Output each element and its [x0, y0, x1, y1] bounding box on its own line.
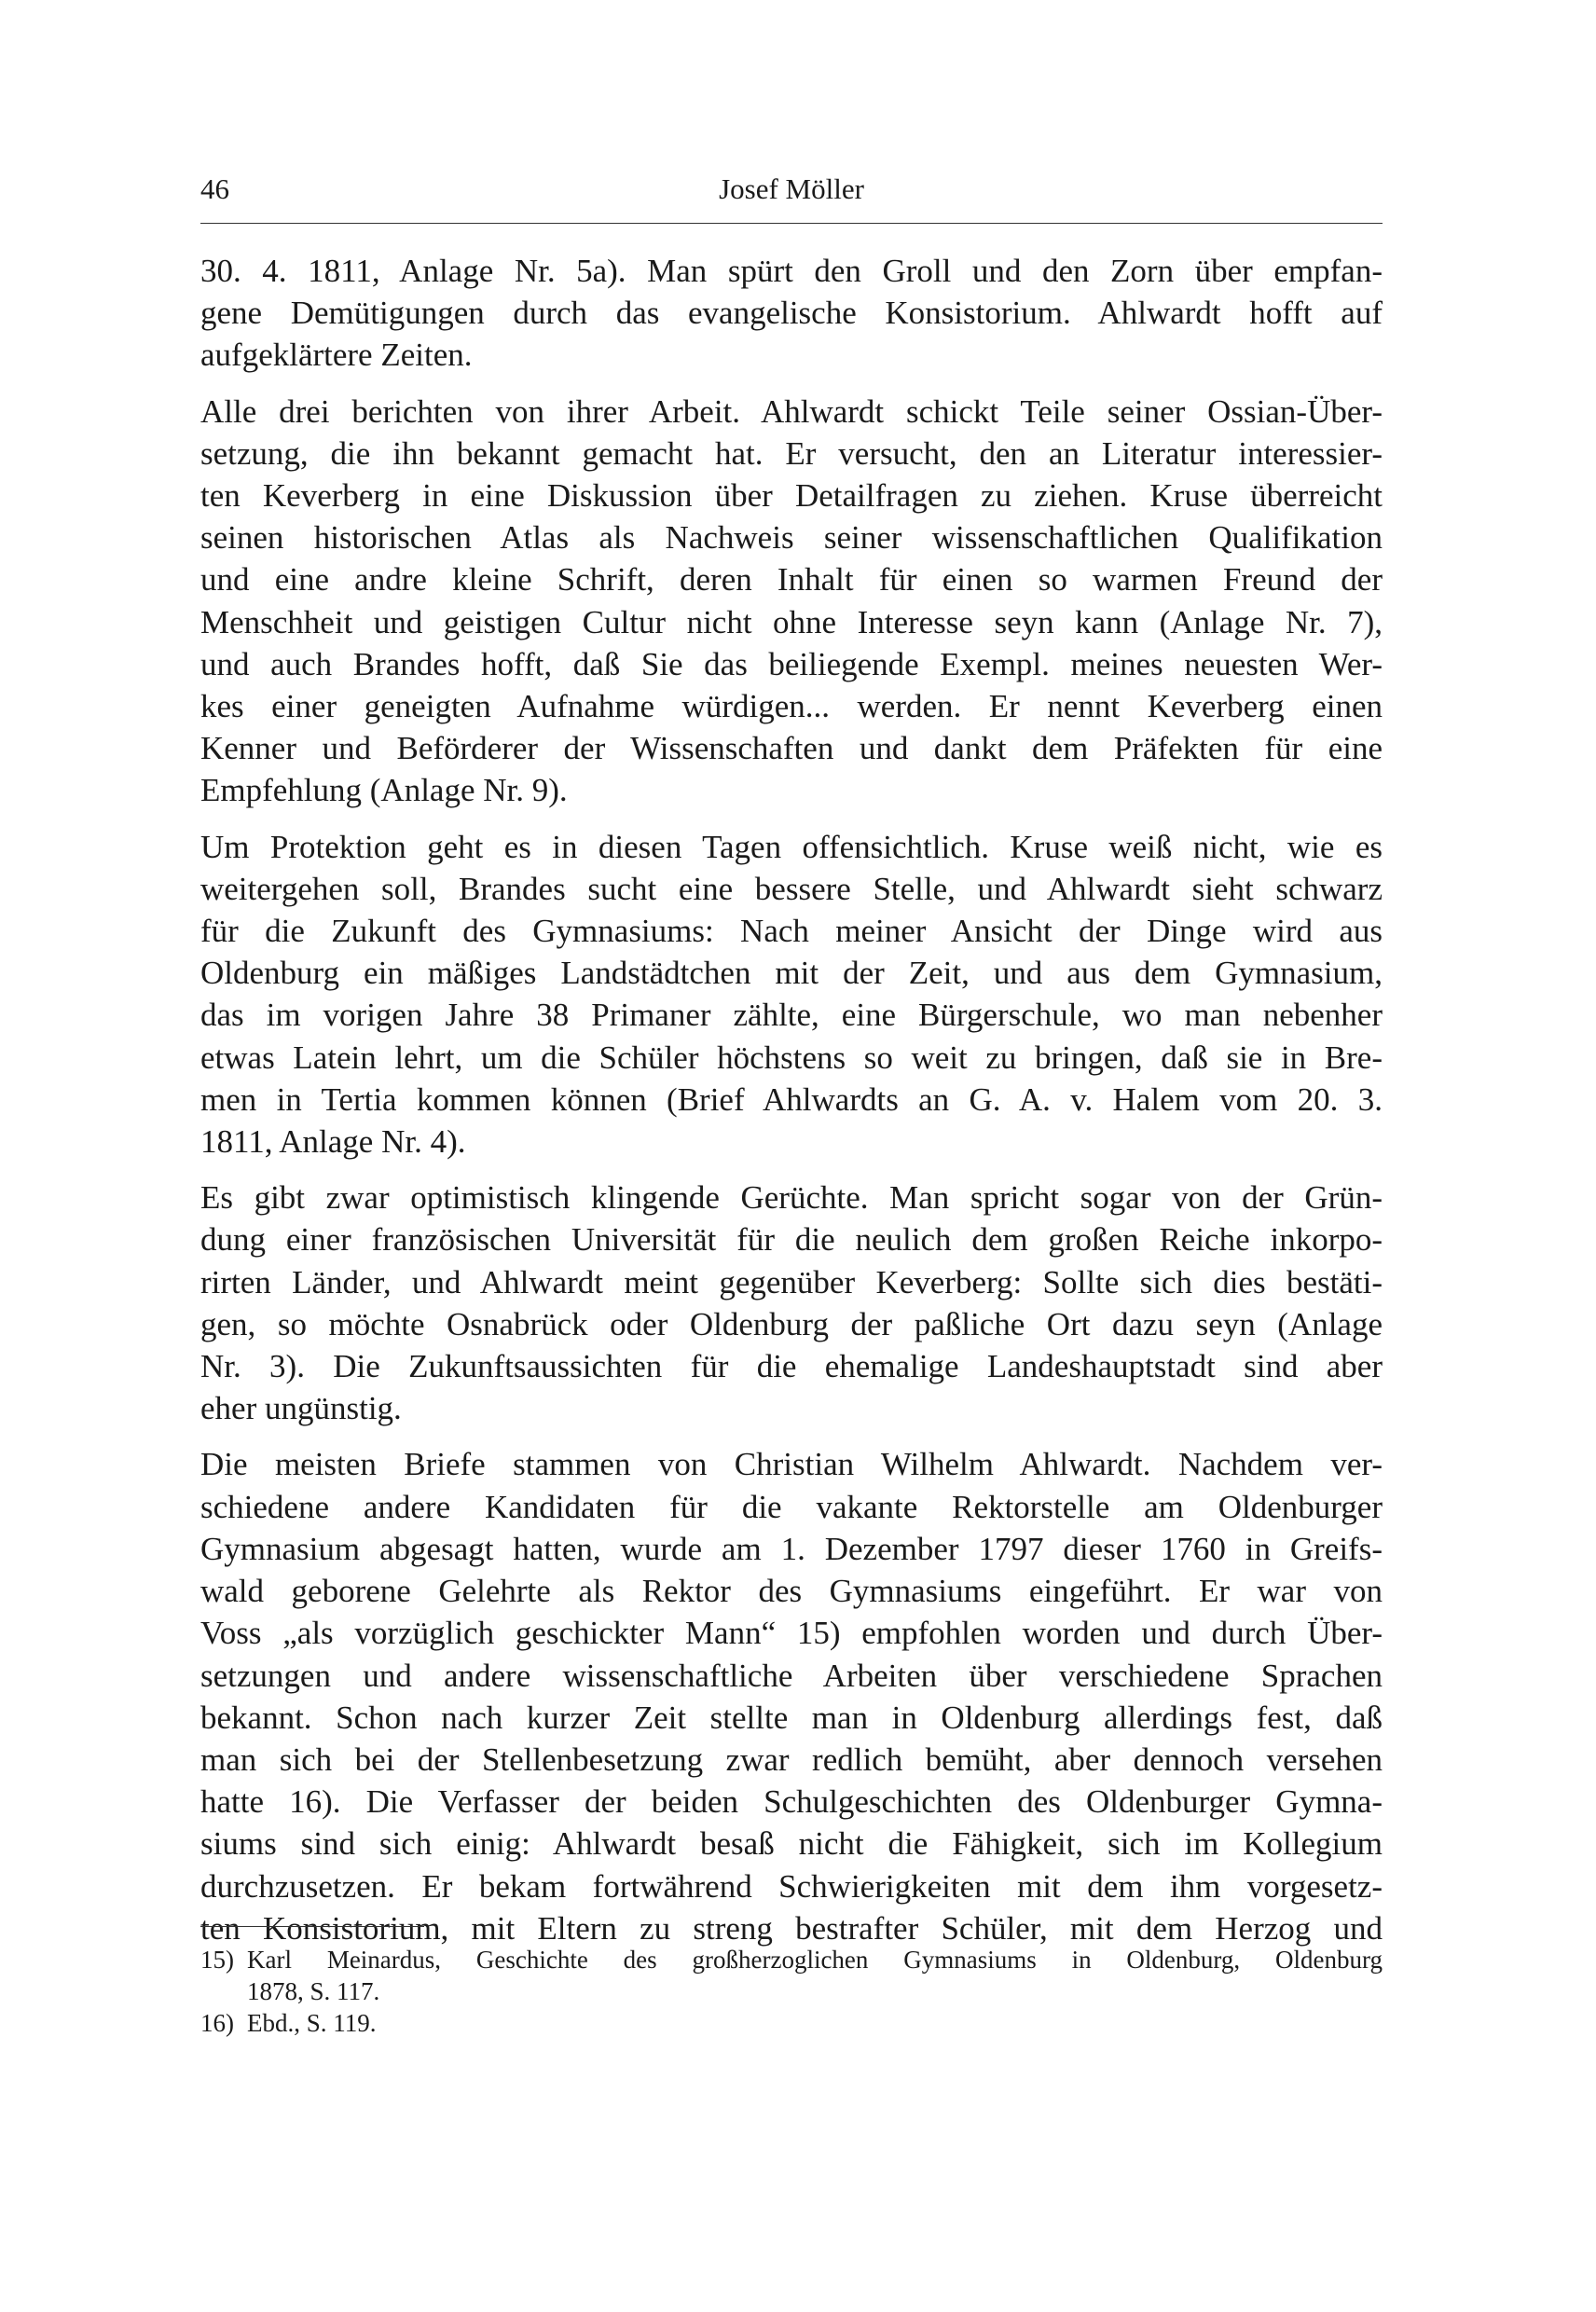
text-line: durchzusetzen. Er bekam fortwährend Schwierigkeiten mit dem ihm vorgesetz- — [200, 1867, 1383, 1905]
text-line: Empfehlung (Anlage Nr. 9). — [200, 772, 568, 809]
paragraph — [200, 1443, 1383, 1948]
text-line: das im vorigen Jahre 38 Primaner zählte, eine Bürgerschule, wo man nebenher — [200, 997, 1383, 1034]
footnote — [200, 2007, 1383, 2039]
text-line: Kenner und Beförderer der Wissenschaften und dankt dem Präfekten für eine — [200, 730, 1383, 767]
text-line: 30. 4. 1811, Anlage Nr. 5a). Man spürt den Groll und den Zorn über empfan- — [200, 253, 1383, 289]
paragraph — [200, 391, 1383, 812]
text-line: ten Keverberg in eine Diskussion über Detailfragen zu ziehen. Kruse überreicht — [200, 477, 1383, 515]
paragraph — [200, 1177, 1383, 1429]
text-line: Nr. 3). Die Zukunftsaussichten für die ehemalige Landeshauptstadt sind aber — [200, 1348, 1383, 1385]
text-line: und eine andre kleine Schrift, deren Inhalt für einen so warmen Freund der — [200, 561, 1383, 599]
text-line: rirten Länder, und Ahlwardt meint gegenüber Keverberg: Sollte sich dies bestäti- — [200, 1263, 1383, 1300]
text-line: setzungen und andere wissenschaftliche Arbeiten über verschiedene Sprachen — [200, 1657, 1383, 1694]
text-line: schiedene andere Kandidaten für die vakante Rektorstelle am Oldenburger — [200, 1488, 1383, 1525]
text-line: Die meisten Briefe stammen von Christian Wilhelm Ahlwardt. Nachdem ver- — [200, 1446, 1383, 1483]
paragraph — [200, 826, 1383, 1163]
text-line: etwas Latein lehrt, um die Schüler höchstens so weit zu bringen, daß sie in Bre- — [200, 1039, 1383, 1076]
text-line: bekannt. Schon nach kurzer Zeit stellte man in Oldenburg allerdings fest, daß — [200, 1699, 1383, 1736]
footnote — [200, 1944, 1383, 2007]
text-line: Es gibt zwar optimistisch klingende Gerüchte. Man spricht sogar von der Grün- — [200, 1179, 1383, 1217]
footnotes — [200, 1944, 1383, 2039]
text-line: seinen historischen Atlas als Nachweis seiner wissenschaftlichen Qualifikation — [200, 519, 1383, 557]
text-line: siums sind sich einig: Ahlwardt besaß nicht die Fähigkeit, sich im Kollegium — [200, 1825, 1383, 1863]
footnote-rule — [200, 1926, 424, 1927]
text-line: Um Protektion geht es in diesen Tagen offensichtlich. Kruse weiß nicht, wie es — [200, 828, 1383, 865]
text-line: weitergehen soll, Brandes sucht eine bessere Stelle, und Ahlwardt sieht schwarz — [200, 870, 1383, 907]
text-line: Gymnasium abgesagt hatten, wurde am 1. Dezember 1797 dieser 1760 in Greifs- — [200, 1530, 1383, 1567]
text-line: Oldenburg ein mäßiges Landstädtchen mit der Zeit, und aus dem Gymnasium, — [200, 955, 1383, 992]
running-title: Josef Möller — [719, 172, 864, 205]
footnote-mark: 16) — [200, 2009, 234, 2037]
header-rule — [200, 223, 1383, 224]
text-line: aufgeklärtere Zeiten. — [200, 337, 473, 374]
paragraph — [200, 250, 1383, 377]
text-line: für die Zukunft des Gymnasiums: Nach meiner Ansicht der Dinge wird aus — [200, 913, 1383, 950]
footnote-mark: 15) — [200, 1946, 234, 1974]
text-line: wald geborene Gelehrte als Rektor des Gymnasiums eingeführt. Er war von — [200, 1573, 1383, 1610]
page-number: 46 — [200, 172, 229, 205]
text-line: 1811, Anlage Nr. 4). — [200, 1123, 466, 1161]
text-line: hatte 16). Die Verfasser der beiden Schulgeschichten des Oldenburger Gymna- — [200, 1783, 1383, 1821]
text-line: ten Konsistorium, mit Eltern zu streng bestrafter Schüler, mit dem Herzog und — [200, 1909, 1383, 1947]
footnote-line: Ebd., S. 119. — [247, 2009, 377, 2037]
footnote-line: 1878, S. 117. — [247, 1977, 380, 2005]
text-line: kes einer geneigten Aufnahme würdigen... werden. Er nennt Keverberg einen — [200, 688, 1383, 725]
body-text — [200, 250, 1383, 1963]
text-line: gen, so möchte Osnabrück oder Oldenburg der paßliche Ort dazu seyn (Anlage — [200, 1305, 1383, 1342]
text-line: man sich bei der Stellenbesetzung zwar redlich bemüht, aber dennoch versehen — [200, 1741, 1383, 1778]
text-line: Menschheit und geistigen Cultur nicht ohne Interesse seyn kann (Anlage Nr. 7), — [200, 603, 1383, 640]
text-line: gene Demütigungen durch das evangelische Konsistorium. Ahlwardt hofft auf — [200, 295, 1383, 332]
text-line: und auch Brandes hofft, daß Sie das beiliegende Exempl. meines neuesten Wer- — [200, 645, 1383, 682]
text-line: eher ungünstig. — [200, 1390, 402, 1427]
text-line: dung einer französischen Universität für die neulich dem großen Reiche inkorpo- — [200, 1221, 1383, 1259]
text-line: men in Tertia kommen können (Brief Ahlwardts an G. A. v. Halem vom 20. 3. — [200, 1080, 1383, 1118]
text-line: Voss „als vorzüglich geschickter Mann“ 15) empfohlen worden und durch Über- — [200, 1615, 1383, 1652]
running-header — [200, 172, 1383, 213]
footnote-line: Karl Meinardus, Geschichte des großherzoglichen Gymnasiums in Oldenburg, Oldenburg — [247, 1946, 1383, 1974]
text-line: Alle drei berichten von ihrer Arbeit. Ahlwardt schickt Teile seiner Ossian-Über- — [200, 392, 1383, 430]
text-line: setzung, die ihn bekannt gemacht hat. Er versucht, den an Literatur interessier- — [200, 434, 1383, 472]
